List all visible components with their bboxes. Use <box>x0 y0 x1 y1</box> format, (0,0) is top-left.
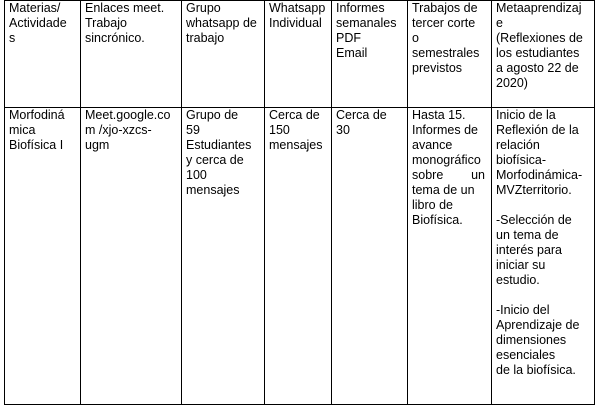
metaaprendizaje-paragraph-3 <box>496 303 592 378</box>
header-text: s <box>9 31 16 45</box>
cell-text: tema de un <box>412 183 475 198</box>
cell-whatsapp-individual <box>265 108 332 405</box>
header-text: semestrales <box>412 46 480 60</box>
cell-text: dimensiones <box>496 333 567 348</box>
cell-word: un <box>471 168 485 183</box>
header-text: tercer corte <box>412 16 476 30</box>
header-text: Email <box>336 46 368 60</box>
cell-text: -Selección de <box>496 213 572 228</box>
cell-text: MVZterritorio. <box>496 183 572 198</box>
header-cell-whatsapp-individual <box>265 1 332 108</box>
header-text: Materias/ <box>9 1 61 15</box>
header-text: trabajo <box>186 31 225 45</box>
header-text: Enlaces meet. <box>85 1 165 15</box>
cell-text: estudio. <box>496 273 540 288</box>
cell-text: esenciales <box>496 348 556 363</box>
header-text: a agosto 22 de <box>496 61 579 75</box>
header-cell-materias <box>5 1 81 108</box>
table-header-row <box>5 1 595 108</box>
cell-text-justified <box>412 168 489 183</box>
cell-text: libro de <box>412 198 453 213</box>
activities-table-container <box>4 0 594 405</box>
header-text: (Reflexiones de <box>496 31 583 45</box>
cell-informes <box>332 108 408 405</box>
header-text: Actividade <box>9 16 67 30</box>
cell-word: sobre <box>412 168 444 183</box>
metaaprendizaje-paragraph-1 <box>496 108 592 198</box>
header-text: Metaaprendizaj <box>496 1 582 15</box>
cell-text: -Inicio del <box>496 303 550 318</box>
cell-text: 59 <box>186 123 200 138</box>
cell-text: mica <box>9 123 36 138</box>
cell-text: relación <box>496 138 540 153</box>
cell-text: Morfodinámica- <box>496 168 583 183</box>
cell-text: m /xjo-xzcs- <box>85 123 152 138</box>
header-text: previstos <box>412 61 463 75</box>
cell-grupo-whatsapp <box>182 108 265 405</box>
header-text: 2020) <box>496 76 528 90</box>
paragraph-gap <box>496 288 592 303</box>
cell-materia <box>5 108 81 405</box>
cell-text: Reflexión de la <box>496 123 579 138</box>
cell-text: mensajes <box>269 138 323 153</box>
cell-text: avance <box>412 138 453 153</box>
cell-text: Inicio de la <box>496 108 556 123</box>
cell-text: Estudiantes <box>186 138 252 153</box>
cell-text: 100 <box>186 168 207 183</box>
header-cell-enlaces <box>81 1 182 108</box>
header-text: Trabajo <box>85 16 127 30</box>
cell-text: Cerca de <box>336 108 387 123</box>
header-text: whatsapp de <box>186 16 257 30</box>
header-text: sincrónico. <box>85 31 145 45</box>
header-cell-trabajos <box>408 1 492 108</box>
cell-text: Morfodiná <box>9 108 65 123</box>
header-cell-metaaprendizaje <box>492 1 595 108</box>
header-text: Trabajos de <box>412 1 478 15</box>
metaaprendizaje-paragraph-2 <box>496 213 592 288</box>
header-text: Informes <box>336 1 385 15</box>
cell-text: biofísica- <box>496 153 547 168</box>
cell-text: monográfico <box>412 153 481 168</box>
cell-text: Biofísica. <box>412 213 463 228</box>
header-text: los estudiantes <box>496 46 580 60</box>
table-row <box>5 108 595 405</box>
cell-text: Informes de <box>412 123 479 138</box>
cell-text: Meet.google.co <box>85 108 171 123</box>
activities-table <box>4 0 595 405</box>
header-text: e <box>496 16 503 30</box>
cell-text: Hasta 15. <box>412 108 466 123</box>
cell-meet-link <box>81 108 182 405</box>
cell-text: 30 <box>336 123 350 138</box>
cell-text: Grupo de <box>186 108 239 123</box>
header-text: semanales <box>336 16 397 30</box>
cell-text: Cerca de <box>269 108 320 123</box>
cell-text: Aprendizaje de <box>496 318 580 333</box>
cell-text: interés para <box>496 243 563 258</box>
header-text: PDF <box>336 31 361 45</box>
header-cell-informes <box>332 1 408 108</box>
cell-text: y cerca de <box>186 153 244 168</box>
cell-text: Biofísica I <box>9 138 64 153</box>
header-text: Whatsapp <box>269 1 326 15</box>
cell-text: un tema de <box>496 228 559 243</box>
cell-metaaprendizaje <box>492 108 595 405</box>
cell-text: 150 <box>269 123 290 138</box>
cell-text: iniciar su <box>496 258 546 273</box>
cell-text: mensajes <box>186 183 240 198</box>
paragraph-gap <box>496 198 592 213</box>
cell-trabajos <box>408 108 492 405</box>
header-text: o <box>412 31 419 45</box>
header-cell-grupo-whatsapp <box>182 1 265 108</box>
header-text: Grupo <box>186 1 221 15</box>
header-text: Individual <box>269 16 322 30</box>
cell-text: ugm <box>85 138 110 153</box>
cell-text: de la biofísica. <box>496 363 576 378</box>
